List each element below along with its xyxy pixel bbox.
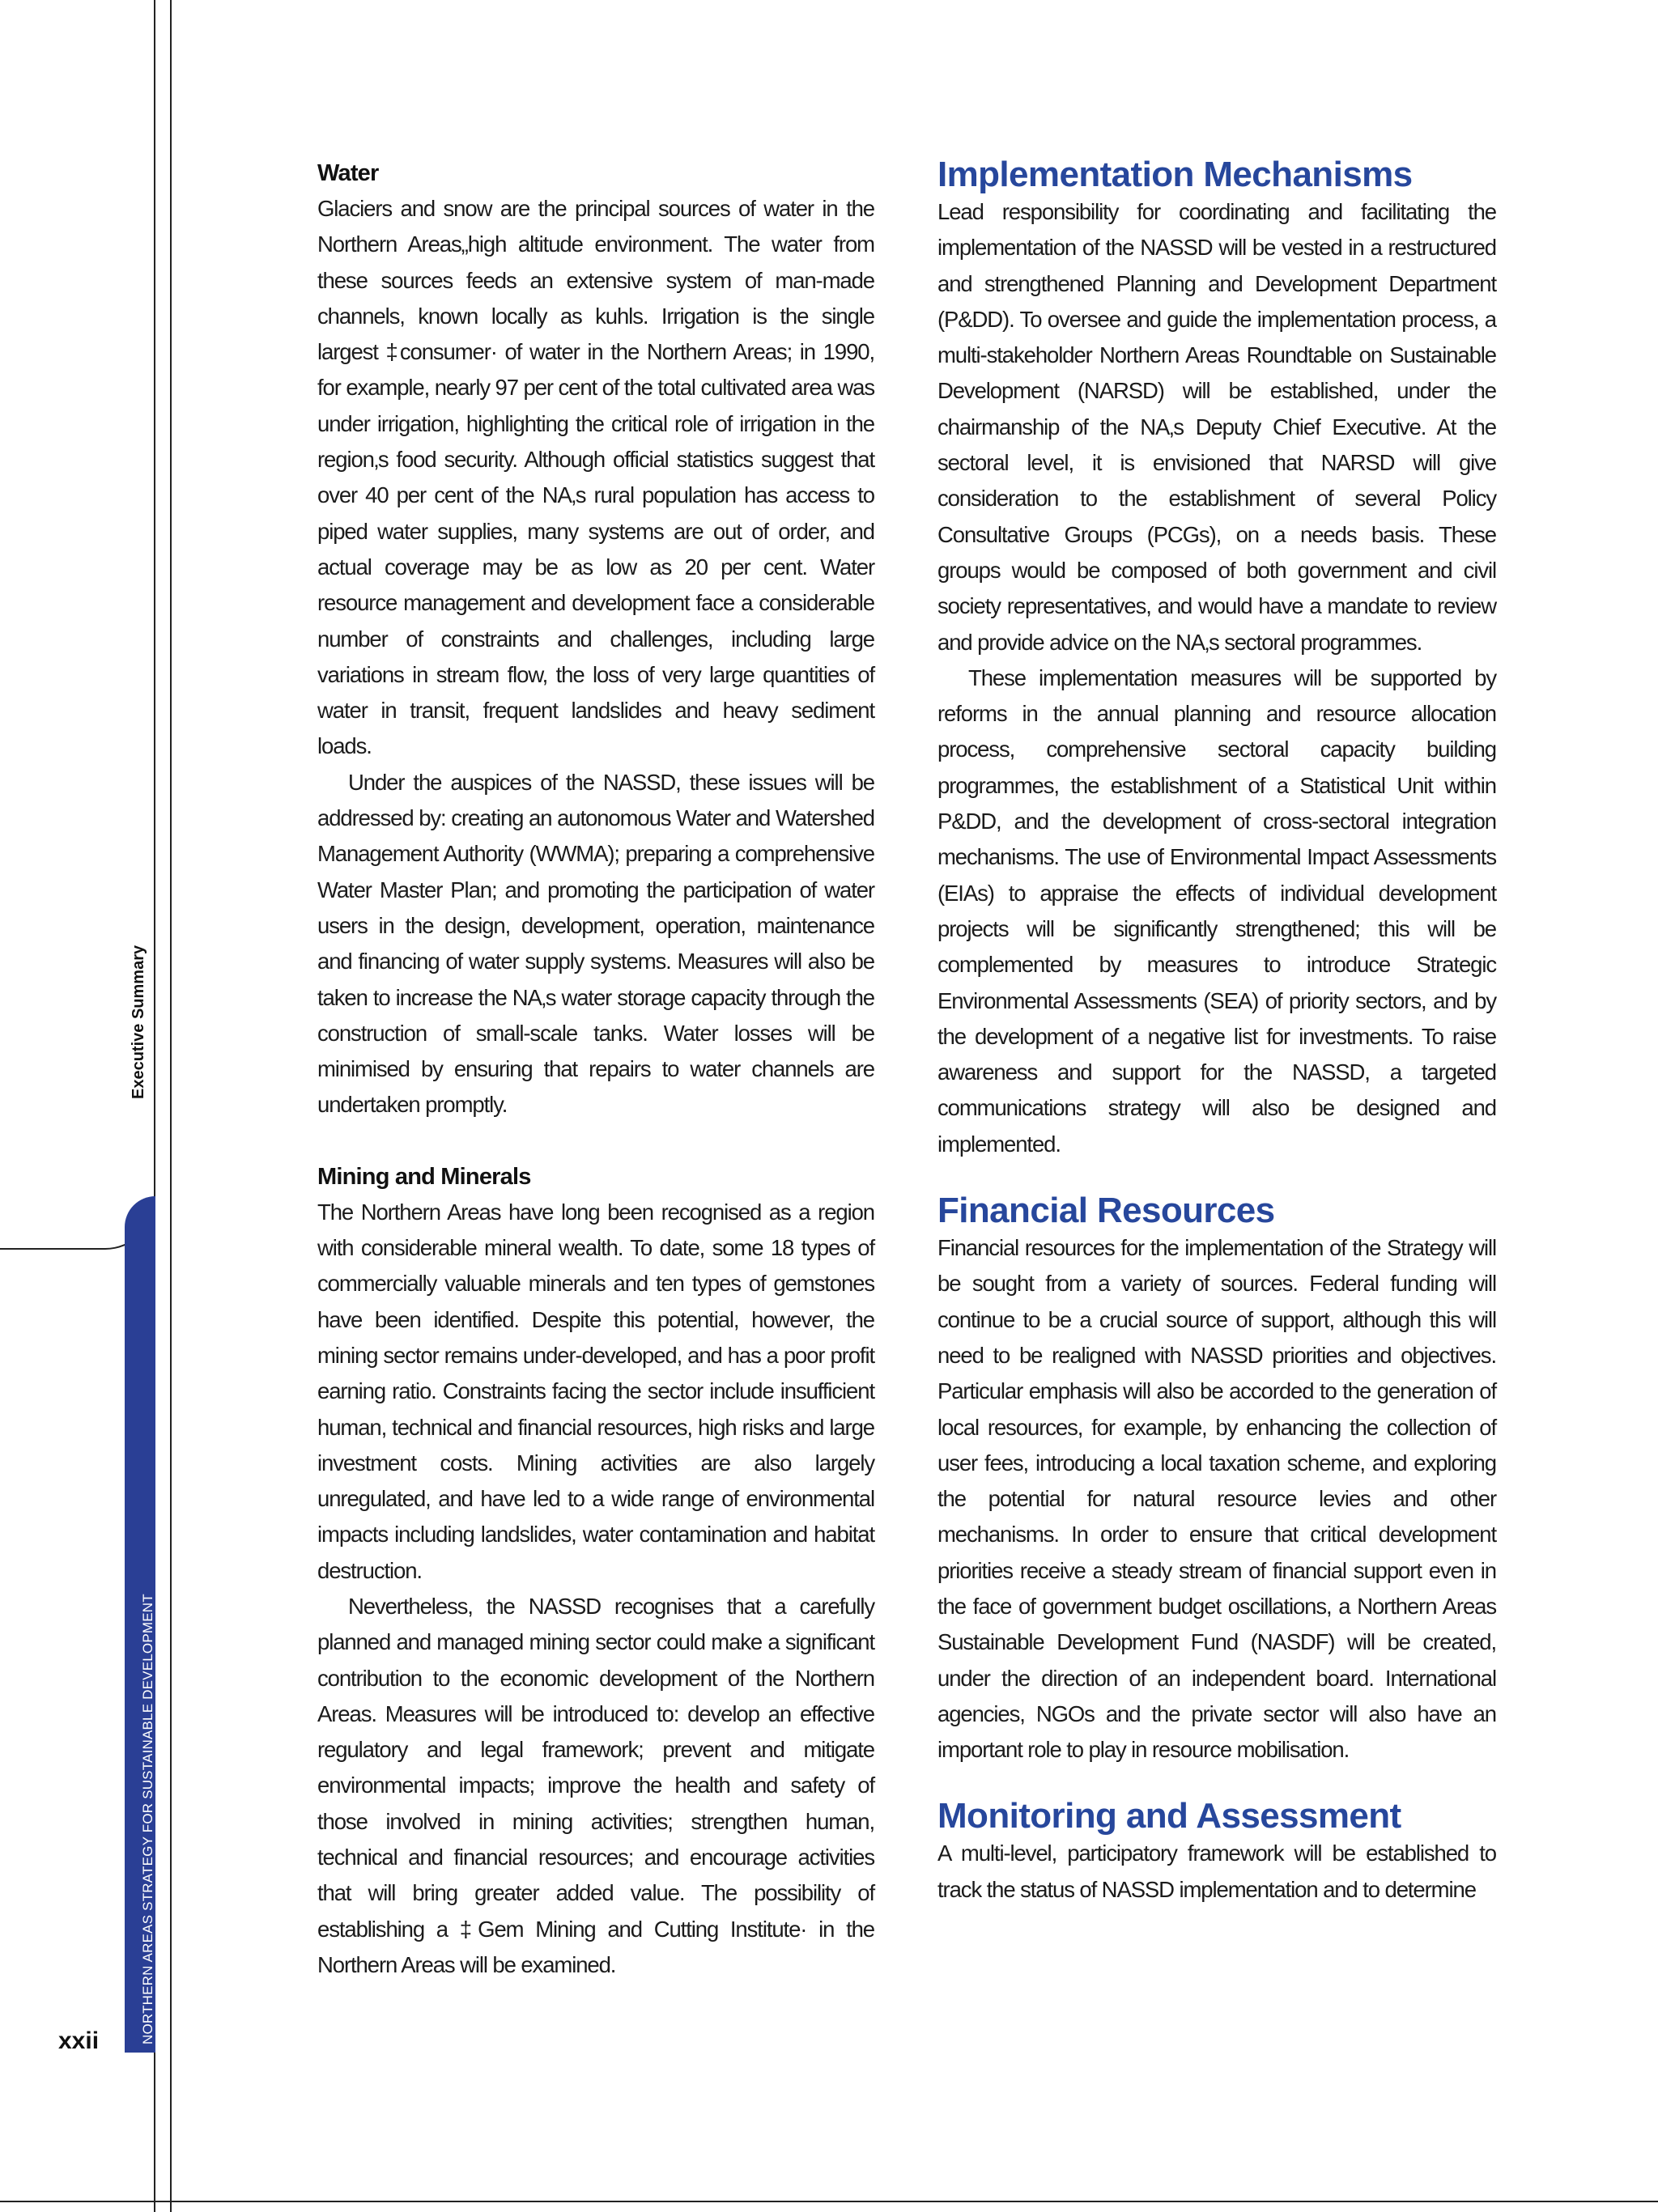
section-label: Executive Summary xyxy=(130,945,147,1099)
frame-line-bottom xyxy=(0,2201,1658,2202)
frame-line-inner xyxy=(170,0,172,2212)
implementation-paragraph-2: These implementation measures will be supported by reforms in the annual planning and resource allocation process, comprehensive sectoral capacity building programmes, the establishment of a Statistical Unit within P&DD, and the development of cross-sectoral integration mechanisms. The use of Environmental Impact Assessments (EIAs) to appraise the effects of individual development projects will be significantly strengthened; this will be complemented by measures to introduce Strategic Environmental Assessments (SEA) of priority sectors, and by the development of a negative list for investments. To raise awareness and support for the NASSD, a targeted communications strategy will also be designed and implemented. xyxy=(937,664,1496,1157)
water-heading: Water xyxy=(317,160,379,186)
page-number: xxii xyxy=(58,2027,100,2054)
running-title: NORTHERN AREAS STRATEGY FOR SUSTAINABLE DEVELOPMENT xyxy=(140,1594,155,2044)
financial-heading: Financial Resources xyxy=(937,1191,1275,1231)
monitoring-paragraph-1: A multi-level, participatory framework will be established to track the status of NASSD implementation and to determine xyxy=(937,1841,1496,1902)
water-paragraph-1: Glaciers and snow are the principal sources of water in the Northern Areas„high altitude environment. The water from these sources feeds an extensive system of man-made channels, known locally as kuhls. Irrigation is the single largest ‡consumer· of water in the Northern Areas; in 1990, for example, nearly 97 per cent of the total cultivated area was under irrigation, highlighting the critical role of irrigation in the region‚s food security. Although official statistics suggest that over 40 per cent of the NA‚s rural population has access to piped water supplies, many systems are out of order, and actual coverage may be as low as 20 per cent. Water resource management and development face a considerable number of constraints and challenges, including large variations in stream flow, the loss of very large quantities of water in transit, frequent landslides and heavy sediment loads. xyxy=(317,196,874,759)
mining-paragraph-2: Nevertheless, the NASSD recognises that a carefully planned and managed mining sector could make a significant contribution to the economic development of the Northern Areas. Measures will be introduced to: develop an effective regulatory and legal framework; prevent and mitigate environmental impacts; improve the health and safety of those involved in mining activities; strengthen human, technical and financial resources; and encourage activities that will bring greater added value. The possibility of establishing a ‡Gem Mining and Cutting Institute· in the Northern Areas will be examined. xyxy=(317,1593,874,1977)
water-paragraph-2: Under the auspices of the NASSD, these issues will be addressed by: creating an autonomous Water and Watershed Management Authority (WWMA); preparing a comprehensive Water Master Plan; and promoting the participation of water users in the design, development, operation, maintenance and financing of water supply systems. Measures will also be taken to increase the NA‚s water storage capacity through the construction of small-scale tanks. Water losses will be minimised by ensuring that repairs to water channels are undertaken promptly. xyxy=(317,769,874,1118)
right-column xyxy=(937,155,1496,1908)
implementation-heading: Implementation Mechanisms xyxy=(937,155,1413,194)
mining-heading: Mining and Minerals xyxy=(317,1163,531,1190)
implementation-paragraph-1: Lead responsibility for coordinating and facilitating the implementation of the NASSD will be vested in a restructured and strengthened Planning and Development Department (P&DD). To oversee and guide the implementation process, a multi-stakeholder Northern Areas Roundtable on Sustainable Development (NARSD) will be established, under the chairmanship of the NA‚s Deputy Chief Executive. At the sectoral level, it is envisioned that NARSD will give consideration to the establishment of several Policy Consultative Groups (PCGs), on a needs basis. These groups would be composed of both government and civil society representatives, and would have a mandate to review and provide advice on the NA‚s sectoral programmes. xyxy=(937,199,1496,655)
monitoring-heading: Monitoring and Assessment xyxy=(937,1796,1401,1836)
mining-paragraph-1: The Northern Areas have long been recognised as a region with considerable mineral wealth. To date, some 18 types of commercially valuable minerals and ten types of gemstones have been identified. Despite this potential, however, the mining sector remains under-developed, and has a poor profit earning ratio. Constraints facing the sector include insufficient human, technical and financial resources, high risks and large investment costs. Mining activities are also largely unregulated, and have led to a wide range of environmental impacts including landslides, water contamination and habitat destruction. xyxy=(317,1199,874,1583)
financial-paragraph-1: Financial resources for the implementation of the Strategy will be sought from a variety of sources. Federal funding will continue to be a crucial source of support, although this will need to be realigned with NASSD priorities and objectives. Particular emphasis will also be accorded to the generation of local resources, for example, by enhancing the collection of user fees, introducing a local taxation scheme, and exploring the potential for natural resource levies and other mechanisms. In order to ensure that critical development priorities receive a steady stream of financial support even in the face of government budget oscillations, a Northern Areas Sustainable Development Fund (NASDF) will be created, under the direction of an independent board. International agencies, NGOs and the private sector will also have an important role to play in resource mobilisation. xyxy=(937,1235,1496,1763)
left-column xyxy=(317,155,874,1983)
